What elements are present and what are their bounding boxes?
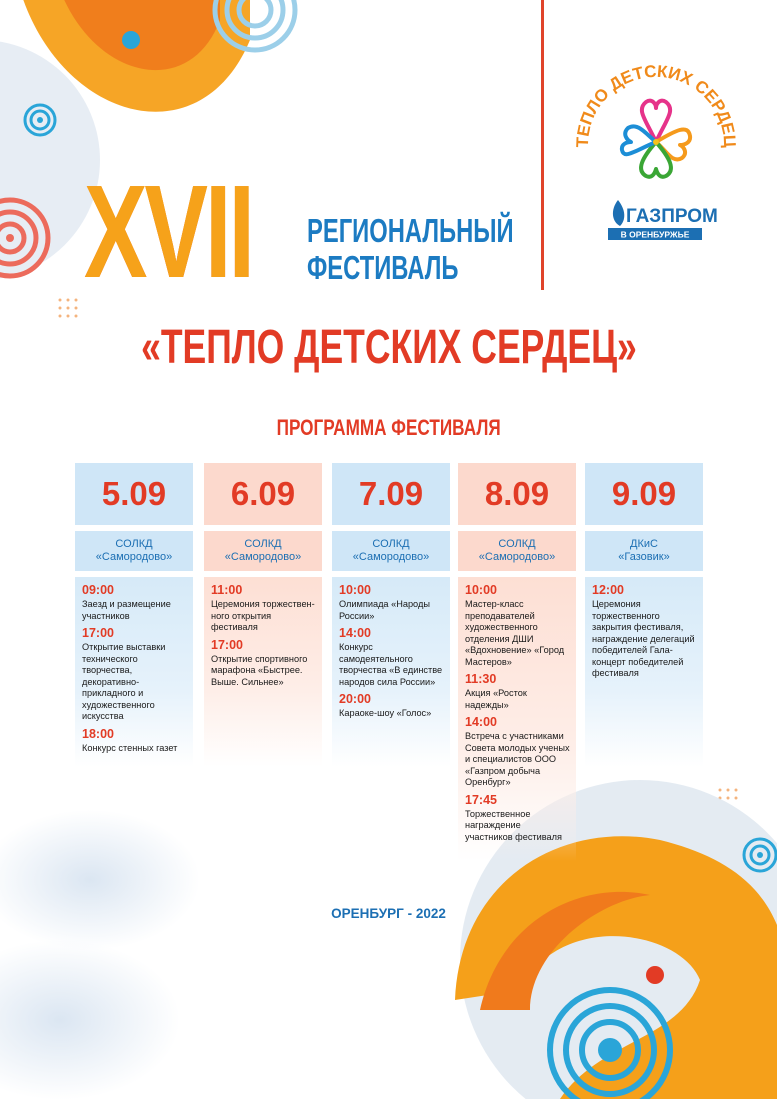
venue-name: СОЛКД	[372, 538, 410, 550]
gazprom-brand	[608, 200, 718, 240]
event-item	[339, 692, 444, 720]
event-desc: Караоке-шоу «Голос»	[339, 708, 432, 718]
event-item	[82, 626, 187, 723]
day-column	[75, 463, 193, 767]
hearts-flower-icon	[622, 101, 690, 177]
gazprom-subtext: В ОРЕНБУРЖЬЕ	[620, 229, 690, 240]
venue-name: СОЛКД	[115, 538, 153, 550]
day-events	[204, 577, 322, 767]
event-item	[211, 583, 316, 634]
day-events	[75, 577, 193, 767]
event-desc: Конкурс самодеятельного творчества «В единстве народов сила России»	[339, 642, 443, 687]
festival-type	[307, 212, 514, 286]
event-item	[339, 626, 444, 688]
day-venue	[458, 531, 576, 571]
event-desc: Мастер-класс преподавателей художественного отделения ДШИ «Вдохновение» «Город Мастеров»	[465, 599, 565, 667]
event-item	[82, 583, 187, 622]
footer-city-year: ОРЕНБУРГ - 2022	[331, 906, 446, 921]
event-time: 17:00	[211, 637, 243, 652]
day-venue	[204, 531, 322, 571]
festival-title: «ТЕПЛО ДЕТСКИХ СЕРДЕЦ»	[140, 321, 637, 374]
event-desc: Церемония торжественного закрытия фестиваля, награждение делегаций победителей Гала-концерт победителей фестиваля	[592, 599, 695, 678]
day-date: 5.09	[75, 463, 193, 525]
event-desc: Конкурс стенных газет	[82, 742, 178, 753]
day-date: 6.09	[204, 463, 322, 525]
event-time: 09:00	[82, 583, 114, 597]
floral-pattern	[0, 810, 200, 1099]
day-venue	[585, 531, 703, 571]
event-time: 11:00	[211, 583, 243, 597]
header-divider	[541, 0, 544, 290]
day-events	[332, 577, 450, 767]
event-time: 17:45	[465, 792, 497, 807]
day-events	[458, 577, 576, 861]
event-item	[465, 793, 570, 844]
festival-type-line1: РЕГИОНАЛЬНЫЙ	[307, 212, 514, 249]
venue-name: СОЛКД	[244, 538, 282, 550]
event-desc: Открытие выставки технического творчества, декоративно-прикладного и художественного искусства	[82, 642, 166, 721]
event-item	[465, 672, 570, 711]
event-time: 10:00	[465, 583, 497, 597]
venue-place: «Самородово»	[478, 551, 556, 563]
day-column	[204, 463, 322, 767]
event-time: 20:00	[339, 692, 371, 706]
event-desc: Заезд и размещение участников	[82, 599, 171, 621]
venue-name: ДКиС	[630, 538, 658, 550]
day-date: 9.09	[585, 463, 703, 525]
event-time: 14:00	[339, 626, 371, 640]
event-time: 10:00	[339, 583, 371, 597]
edition-number: XVII	[84, 158, 253, 305]
day-venue	[75, 531, 193, 571]
venue-place: «Самородово»	[224, 551, 302, 563]
event-item	[82, 727, 187, 755]
festival-type-line2: ФЕСТИВАЛЬ	[307, 249, 459, 286]
venue-name: СОЛКД	[498, 538, 536, 550]
event-time: 14:00	[465, 715, 497, 729]
venue-place: «Газовик»	[618, 551, 670, 563]
day-column	[458, 463, 576, 861]
event-item	[211, 638, 316, 689]
event-time: 18:00	[82, 726, 114, 741]
event-item	[465, 715, 570, 789]
gazprom-text: ГАЗПРОМ	[626, 206, 718, 227]
day-events	[585, 577, 703, 767]
event-time: 17:00	[82, 626, 114, 640]
event-desc: Встреча с участниками Совета молодых ученых и специалистов ООО «Газпром добыча Оренбург»	[465, 731, 570, 787]
venue-place: «Самородово»	[352, 551, 430, 563]
event-desc: Церемония торжествен-ного открытия фестиваля	[211, 599, 315, 632]
event-item	[465, 583, 570, 668]
venue-place: «Самородово»	[95, 551, 173, 563]
festival-logo	[566, 50, 746, 260]
day-column	[585, 463, 703, 767]
day-date: 8.09	[458, 463, 576, 525]
day-date: 7.09	[332, 463, 450, 525]
program-title: ПРОГРАММА ФЕСТИВАЛЯ	[276, 415, 501, 440]
event-desc: Олимпиада «Народы России»	[339, 599, 430, 621]
logo-arc-text: ТЕПЛО ДЕТСКИХ СЕРДЕЦ	[572, 61, 740, 148]
day-column	[332, 463, 450, 767]
event-time: 12:00	[592, 583, 624, 597]
event-desc: Акция «Росток надежды»	[465, 688, 527, 710]
event-desc: Открытие спортивного марафона «Быстрее. Выше. Сильнее»	[211, 653, 308, 687]
event-time: 11:30	[465, 672, 497, 686]
event-desc: Торжественное награждение участников фестиваля	[465, 808, 562, 842]
event-item	[339, 583, 444, 622]
day-venue	[332, 531, 450, 571]
event-item	[592, 583, 697, 680]
